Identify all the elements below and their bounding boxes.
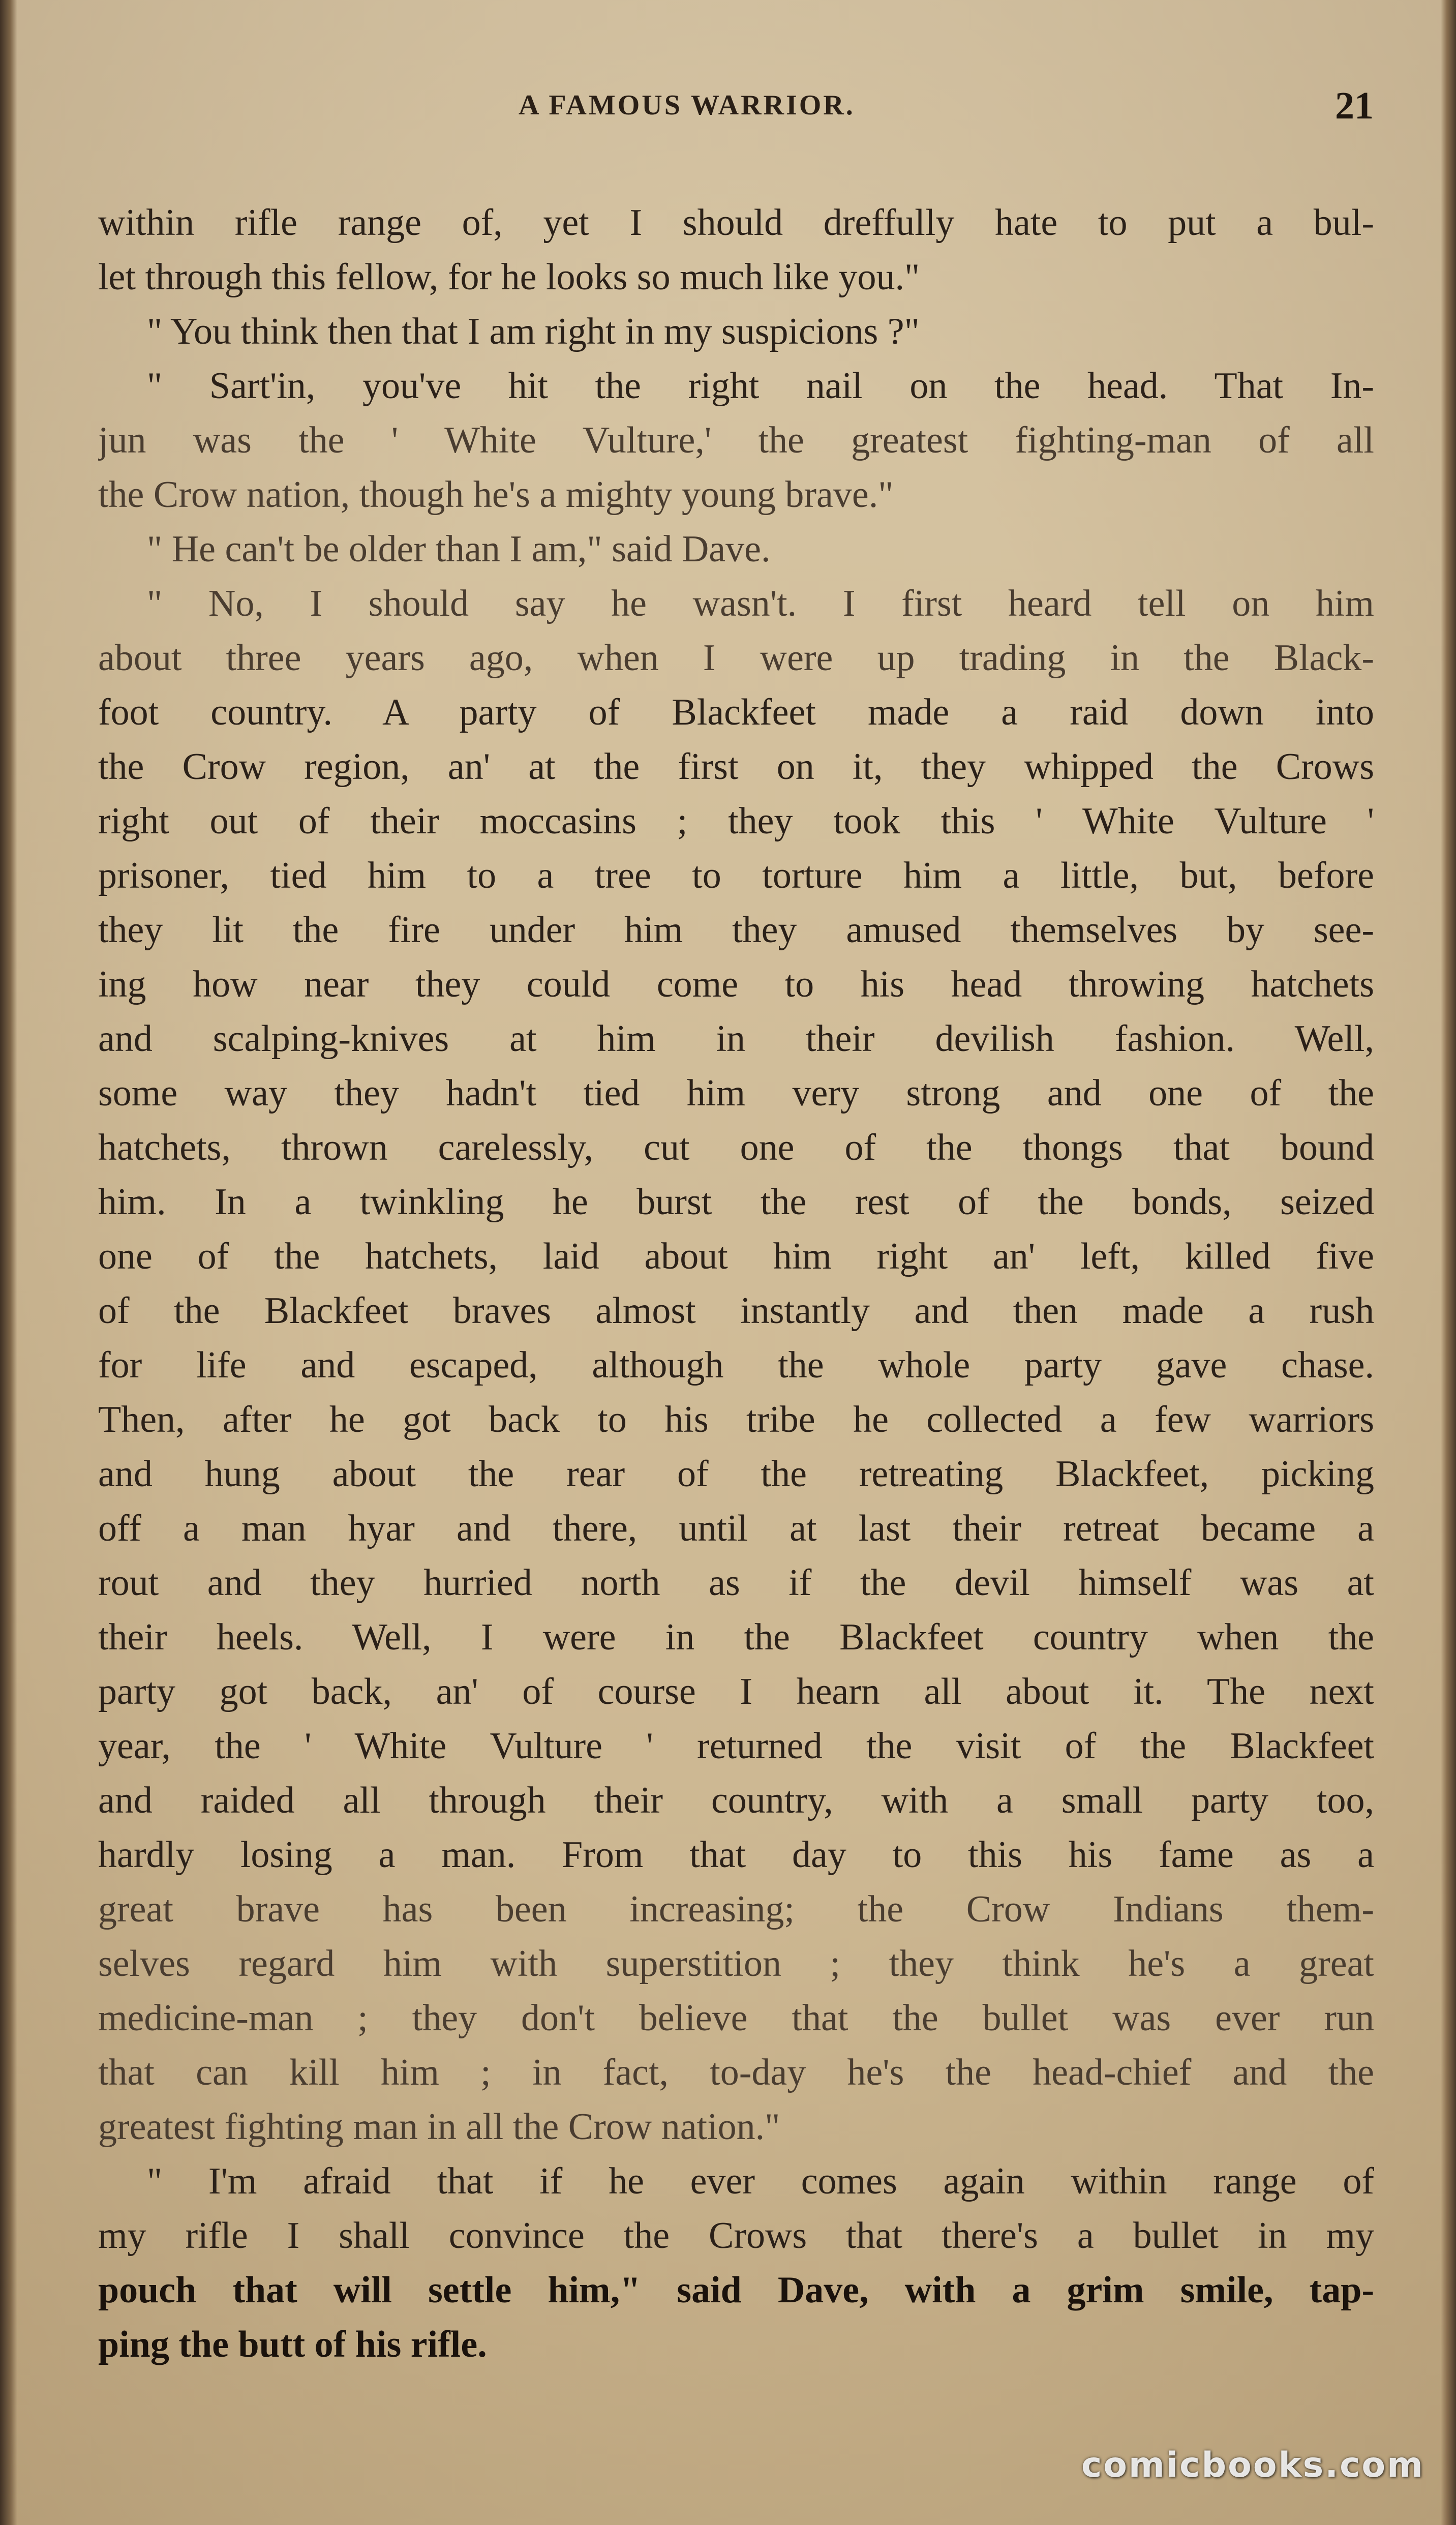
text-line: " He can't be older than I am," said Dave. bbox=[147, 528, 771, 570]
text-line: let through this fellow, for he looks so much like you." bbox=[98, 256, 920, 298]
text-line: medicine-man ; they don't believe that the bullet was ever run bbox=[98, 1997, 1374, 2039]
page-right-edge bbox=[1441, 0, 1456, 2525]
text-line: party got back, an' of course I hearn all about it. The next bbox=[98, 1671, 1374, 1712]
watermark: comicbooks.com bbox=[1081, 2445, 1424, 2485]
text-line: jun was the ' White Vulture,' the greatest fighting-man of all bbox=[98, 419, 1374, 461]
page-number: 21 bbox=[1335, 84, 1374, 127]
text-line: " Sart'in, you've hit the right nail on the head. That In- bbox=[147, 365, 1374, 407]
text-line: for life and escaped, although the whole party gave chase. bbox=[98, 1344, 1374, 1386]
text-line: ping the butt of his rifle. bbox=[98, 2324, 487, 2365]
text-line: hatchets, thrown carelessly, cut one of the thongs that bound bbox=[98, 1127, 1374, 1168]
text-line: " No, I should say he wasn't. I first heard tell on him bbox=[147, 583, 1374, 624]
text-line: and hung about the rear of the retreating Blackfeet, picking bbox=[98, 1453, 1374, 1495]
text-line: some way they hadn't tied him very strong and one of the bbox=[98, 1072, 1374, 1114]
text-line: right out of their moccasins ; they took this ' White Vulture ' bbox=[98, 800, 1374, 842]
text-line: year, the ' White Vulture ' returned the visit of the Blackfeet bbox=[98, 1725, 1374, 1767]
text-line: and scalping-knives at him in their devilish fashion. Well, bbox=[98, 1018, 1374, 1060]
page-left-edge bbox=[0, 0, 17, 2525]
text-line: prisoner, tied him to a tree to torture him a little, but, before bbox=[98, 855, 1374, 896]
text-line: the Crow nation, though he's a mighty young brave." bbox=[98, 474, 894, 516]
text-line: the Crow region, an' at the first on it, they whipped the Crows bbox=[98, 746, 1374, 788]
text-line: of the Blackfeet braves almost instantly and then made a rush bbox=[98, 1290, 1374, 1332]
text-line: my rifle I shall convince the Crows that there's a bullet in my bbox=[98, 2215, 1374, 2257]
text-line: they lit the fire under him they amused themselves by see- bbox=[98, 909, 1374, 951]
text-line: ing how near they could come to his head throwing hatchets bbox=[98, 964, 1374, 1005]
text-line: hardly losing a man. From that day to this his fame as a bbox=[98, 1834, 1374, 1876]
text-line: " You think then that I am right in my suspicions ?" bbox=[147, 311, 920, 352]
text-line: Then, after he got back to his tribe he collected a few warriors bbox=[98, 1399, 1374, 1440]
text-line: foot country. A party of Blackfeet made a raid down into bbox=[98, 692, 1374, 733]
text-line: great brave has been increasing; the Crow Indians them- bbox=[98, 1888, 1374, 1930]
text-line: off a man hyar and there, until at last their retreat became a bbox=[98, 1508, 1374, 1549]
text-line: about three years ago, when I were up trading in the Black- bbox=[98, 637, 1374, 679]
text-line: selves regard him with superstition ; they think he's a great bbox=[98, 1943, 1374, 1985]
text-line: one of the hatchets, laid about him right an' left, killed five bbox=[98, 1236, 1374, 1277]
text-line: their heels. Well, I were in the Blackfeet country when the bbox=[98, 1616, 1374, 1658]
text-line: and raided all through their country, with a small party too, bbox=[98, 1780, 1374, 1821]
text-line: that can kill him ; in fact, to-day he's the head-chief and the bbox=[98, 2052, 1374, 2093]
running-head: A FAMOUS WARRIOR. bbox=[519, 89, 855, 121]
text-line: greatest fighting man in all the Crow nation." bbox=[98, 2106, 780, 2148]
text-line: rout and they hurried north as if the devil himself was at bbox=[98, 1562, 1374, 1604]
text-line: " I'm afraid that if he ever comes again within range of bbox=[147, 2160, 1374, 2202]
body-text bbox=[98, 196, 1374, 2372]
text-line: him. In a twinkling he burst the rest of the bonds, seized bbox=[98, 1181, 1374, 1223]
text-line: pouch that will settle him," said Dave, with a grim smile, tap- bbox=[98, 2269, 1374, 2311]
text-line: within rifle range of, yet I should dreffully hate to put a bul- bbox=[98, 202, 1374, 244]
